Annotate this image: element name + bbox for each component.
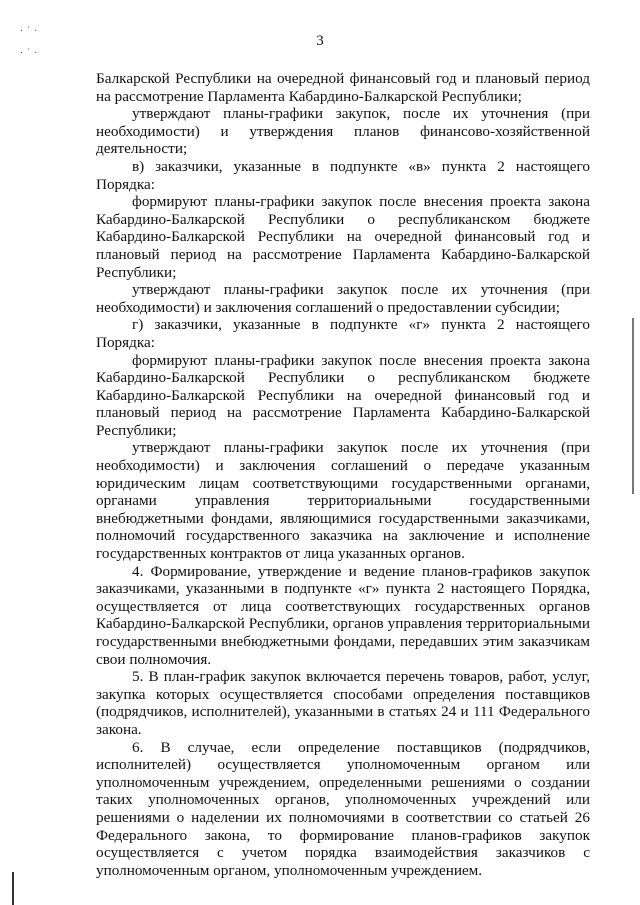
paragraph: формируют планы-графики закупок после внесения проекта закона Кабардино-Балкарской Республики о республиканском бюджете Кабардино-Балкарской Республики на очередной финансовый год и плановый период на рассмотрение Парламента Кабардино-Балкарской Республики; <box>96 193 590 281</box>
paragraph: утверждают планы-графики закупок после их уточнения (при необходимости) и заключения соглашений о передаче указанным юридическим лицам соответствующими государственными органами, органами управления территориальными государственными внебюджетными фондами, являющимися государственными заказчиками, полномочий государственного заказчика на заключение и исполнение государственных контрактов от лица указанных органов. <box>96 439 590 563</box>
document-body <box>96 70 590 879</box>
paragraph: 5. В план-график закупок включается перечень товаров, работ, услуг, закупка которых осуществляется способами определения поставщиков (подрядчиков, исполнителей), указанными в статьях 24 и 111 Федерального закона. <box>96 668 590 738</box>
paragraph: утверждают планы-графики закупок после их уточнения (при необходимости) и заключения соглашений о предоставлении субсидии; <box>96 281 590 316</box>
paragraph: в) заказчики, указанные в подпункте «в» пункта 2 настоящего Порядка: <box>96 157 590 193</box>
paragraph: 4. Формирование, утверждение и ведение планов-графиков закупок заказчиками, указанными в подпункте «г» пункта 2 настоящего Порядка, осуществляется от лица соответствующих государственных органов Кабардино-Балкарской Республики, органов управления территориальными государственными внебюджетными фондами, передавших этим заказчикам свои полномочия. <box>96 562 590 668</box>
scan-artifact-top-left-2: ·˙· <box>20 48 41 59</box>
paragraph: формируют планы-графики закупок после внесения проекта закона Кабардино-Балкарской Республики о республиканском бюджете Кабардино-Балкарской Республики на очередной финансовый год и плановый период на рассмотрение Парламента Кабардино-Балкарской Республики; <box>96 351 590 439</box>
scan-artifact-top-left: ·˙· <box>20 26 41 37</box>
page-number: 3 <box>316 33 324 49</box>
paragraph: г) заказчики, указанные в подпункте «г» пункта 2 настоящего Порядка: <box>96 316 590 351</box>
scan-edge-mark-bottom-left <box>12 872 14 905</box>
paragraph: Балкарской Республики на очередной финансовый год и плановый период на рассмотрение Парламента Кабардино-Балкарской Республики; <box>96 70 590 105</box>
scan-edge-mark-right <box>632 318 634 494</box>
paragraph: утверждают планы-графики закупок, после их уточнения (при необходимости) и утверждения планов финансово-хозяйственной деятельности; <box>96 105 590 158</box>
paragraph: 6. В случае, если определение поставщиков (подрядчиков, исполнителей) осуществляется уполномоченным органом или уполномоченным учреждением, определенными решениями о создании таких уполномоченных органов, уполномоченных учреждений или решениями о наделении их полномочиями в соответствии со статьей 26 Федерального закона, то формирование планов-графиков закупок осуществляется с учетом порядка взаимодействия заказчиков с уполномоченным органом, уполномоченным учреждением. <box>96 738 590 879</box>
